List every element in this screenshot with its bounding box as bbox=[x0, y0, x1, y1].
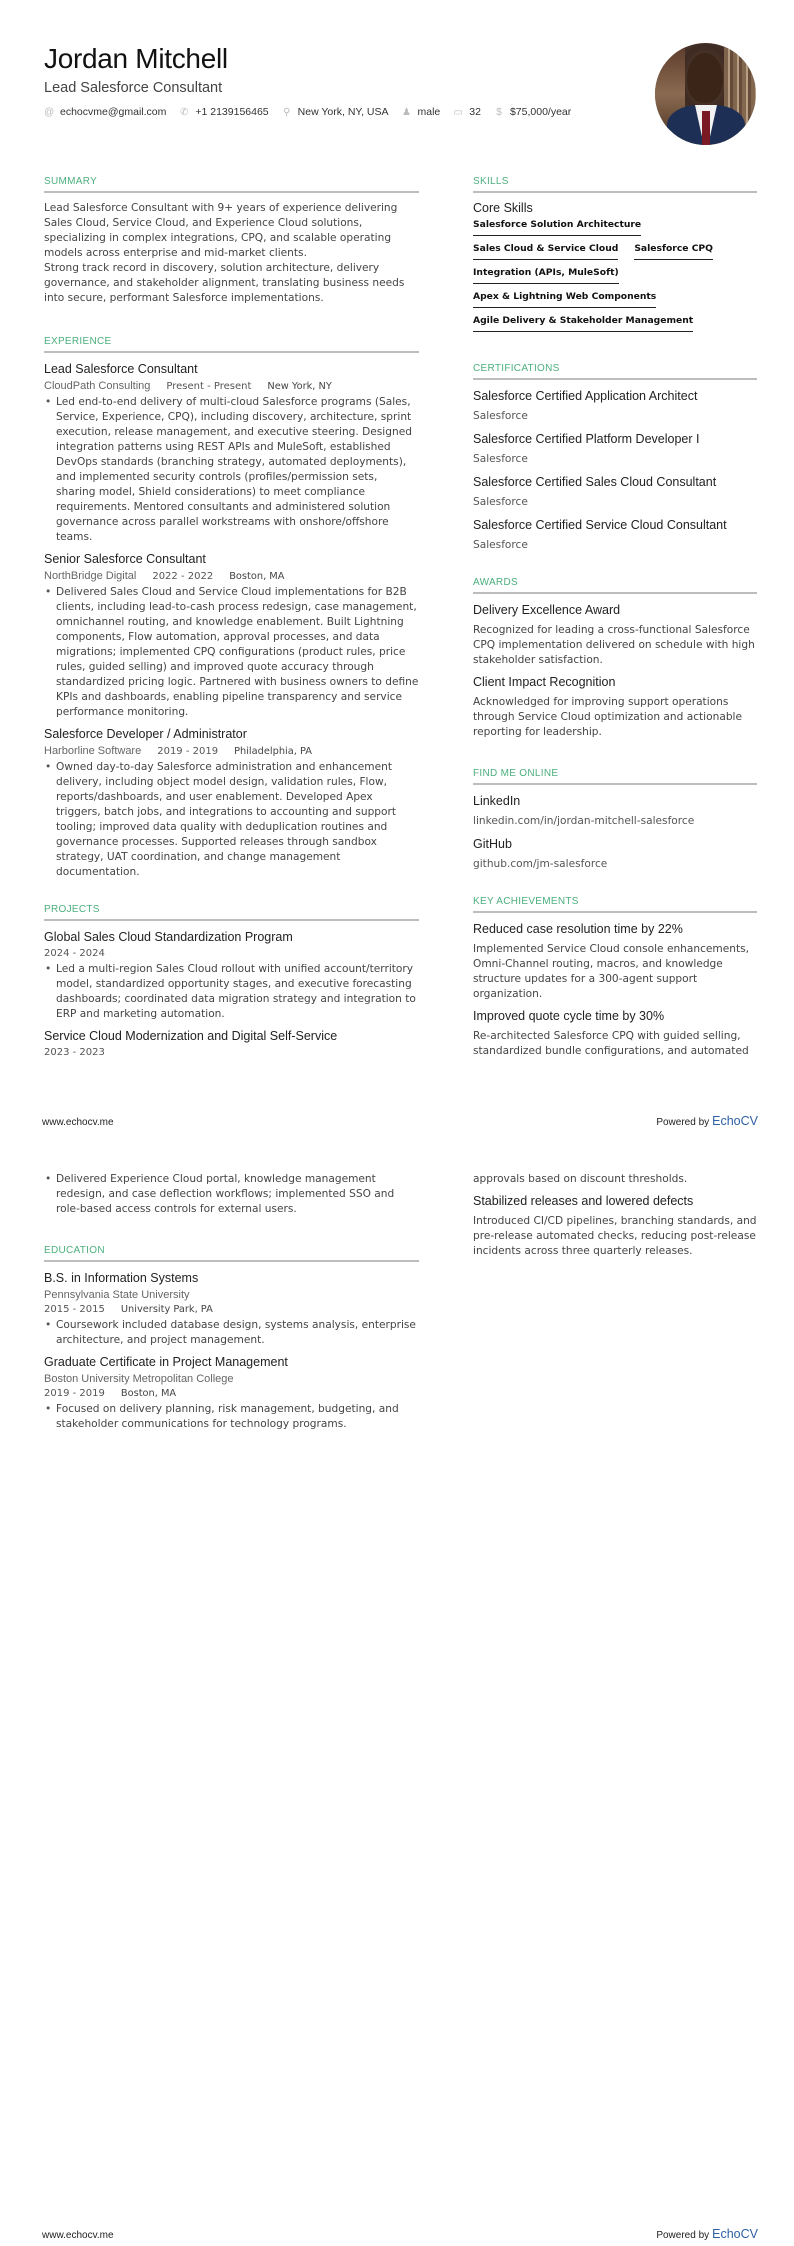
job-dates: 2022 - 2022 bbox=[152, 571, 214, 582]
award-description: Acknowledged for improving support operations through Service Cloud optimization and actionable reporting for leadership. bbox=[473, 696, 743, 738]
left-column bbox=[44, 1172, 419, 1432]
award-title: Delivery Excellence Award bbox=[473, 603, 621, 617]
education-item bbox=[44, 1354, 419, 1432]
skill-tag: Salesforce Solution Architecture bbox=[473, 219, 641, 236]
achievement-description: Re-architected Salesforce CPQ with guided selling, standardized bundle configurations, and automated bbox=[473, 1030, 749, 1057]
brand-logo: EchoCV bbox=[712, 2227, 758, 2241]
school-name: Boston University Metropolitan College bbox=[44, 1373, 234, 1385]
footer-url[interactable]: www.echocv.me bbox=[42, 1117, 114, 1128]
cert-title: Salesforce Certified Sales Cloud Consultant bbox=[473, 475, 717, 489]
certification-item bbox=[473, 431, 757, 467]
cert-title: Salesforce Certified Service Cloud Consultant bbox=[473, 518, 727, 532]
project-bullet: • Led a multi-region Sales Cloud rollout with unified account/territory model, standardized opportunity stages, and executive forecasting dashboards; coordinated data migration strategy and integration to ERP and marketing automation. bbox=[44, 962, 419, 1022]
award-description: Recognized for leading a cross-functional Salesforce CPQ implementation delivered on schedule with high stakeholder satisfaction. bbox=[473, 624, 755, 666]
award-title: Client Impact Recognition bbox=[473, 675, 616, 689]
company-name: CloudPath Consulting bbox=[44, 380, 151, 392]
contact-gender bbox=[402, 106, 441, 118]
skill-tag: Agile Delivery & Stakeholder Management bbox=[473, 315, 693, 332]
online-item bbox=[473, 836, 757, 872]
resume-page-2 bbox=[0, 1123, 794, 2246]
experience-section bbox=[44, 336, 419, 880]
online-label: GitHub bbox=[473, 837, 512, 851]
job-title: Salesforce Developer / Administrator bbox=[44, 727, 247, 741]
achievement-title: Stabilized releases and lowered defects bbox=[473, 1194, 694, 1208]
skills-list bbox=[473, 219, 757, 339]
contact-phone[interactable] bbox=[179, 106, 268, 118]
footer-powered-by bbox=[656, 2227, 758, 2241]
section-heading-achievements: KEY ACHIEVEMENTS bbox=[473, 896, 757, 913]
at-icon: @ bbox=[44, 106, 55, 118]
degree-title: B.S. in Information Systems bbox=[44, 1271, 199, 1285]
section-heading-online: FIND ME ONLINE bbox=[473, 768, 757, 785]
cert-title: Salesforce Certified Platform Developer I bbox=[473, 432, 700, 446]
section-heading-certifications: CERTIFICATIONS bbox=[473, 363, 757, 380]
company-name: Harborline Software bbox=[44, 745, 142, 757]
powered-by-label: Powered by bbox=[656, 1117, 710, 1128]
summary-paragraph: Lead Salesforce Consultant with 9+ years of experience delivering Sales Cloud, Service Cloud, and Experience Cloud solutions, specializing in complex integrations, CPQ, and scalable operating models across enterprise and mid-market clients. bbox=[44, 202, 398, 259]
certifications-section bbox=[473, 363, 757, 553]
award-item bbox=[473, 674, 757, 740]
certification-item bbox=[473, 388, 757, 424]
degree-title: Graduate Certificate in Project Management bbox=[44, 1355, 288, 1369]
contact-row bbox=[44, 106, 604, 118]
skill-tag: Salesforce CPQ bbox=[634, 243, 713, 260]
achievement-description: Introduced CI/CD pipelines, branching standards, and pre-release automated checks, reducing post-release incidents across three quarterly releases. bbox=[473, 1215, 757, 1257]
education-item bbox=[44, 1270, 419, 1348]
project-continued bbox=[44, 1172, 419, 1217]
section-heading-awards: AWARDS bbox=[473, 577, 757, 594]
project-item bbox=[44, 1028, 419, 1058]
github-link[interactable]: github.com/jm-salesforce bbox=[473, 858, 608, 870]
job-dates: Present - Present bbox=[166, 381, 252, 392]
left-column bbox=[44, 176, 419, 1061]
job-location: Boston, MA bbox=[229, 571, 285, 582]
online-item bbox=[473, 793, 757, 829]
education-dates: 2019 - 2019 bbox=[44, 1388, 105, 1399]
experience-item bbox=[44, 361, 419, 545]
page-footer bbox=[42, 2227, 758, 2241]
project-title: Service Cloud Modernization and Digital Self-Service bbox=[44, 1029, 338, 1043]
skills-section bbox=[473, 176, 757, 339]
candidate-title: Lead Salesforce Consultant bbox=[44, 80, 223, 96]
education-section bbox=[44, 1245, 419, 1432]
company-name: NorthBridge Digital bbox=[44, 570, 137, 582]
project-title: Global Sales Cloud Standardization Program bbox=[44, 930, 293, 944]
achievement-title: Improved quote cycle time by 30% bbox=[473, 1009, 665, 1023]
job-title: Senior Salesforce Consultant bbox=[44, 552, 206, 566]
project-item bbox=[44, 929, 419, 1022]
education-location: University Park, PA bbox=[120, 1304, 213, 1315]
cert-issuer: Salesforce bbox=[473, 539, 528, 551]
contact-location bbox=[282, 106, 389, 118]
skill-tag: Apex & Lightning Web Components bbox=[473, 291, 656, 308]
certification-item bbox=[473, 474, 757, 510]
contact-salary bbox=[494, 106, 571, 118]
cert-title: Salesforce Certified Application Architect bbox=[473, 389, 698, 403]
job-location: Philadelphia, PA bbox=[234, 746, 312, 757]
phone-icon: ✆ bbox=[180, 106, 189, 118]
cert-issuer: Salesforce bbox=[473, 410, 528, 422]
education-bullet: • Focused on delivery planning, risk management, budgeting, and stakeholder communications for technology programs. bbox=[44, 1402, 419, 1432]
achievement-item bbox=[473, 1193, 757, 1259]
location-pin-icon: ⚲ bbox=[282, 106, 291, 118]
job-bullet: • Led end-to-end delivery of multi-cloud Salesforce programs (Sales, Service, Experience, CPQ), including discovery, architecture, sprint execution, release management, and executive steering. Designed integration patterns using REST APIs and MuleSoft, established DevOps standards (branching strategy, automated deployments), and implemented security controls (profiles/permission sets, sharing model, Shield considerations) to meet compliance requirements. Mentored consultants and administered solution governance across parallel workstreams with onshore/offshore teams. bbox=[44, 395, 419, 545]
school-name: Pennsylvania State University bbox=[44, 1289, 190, 1301]
job-bullet: • Owned day-to-day Salesforce administration and enhancement delivery, including object model design, validation rules, Flow, reports/dashboards, and user enablement. Developed Apex triggers, batch jobs, and integrations to accounting and support tooling; improved data quality with deduplication routines and governance processes. Supported releases through sandbox strategy, UAT coordination, and change management documentation. bbox=[44, 760, 419, 880]
achievement-description: Implemented Service Cloud console enhancements, Omni-Channel routing, macros, and knowledge structure updates for a 300-agent support organization. bbox=[473, 943, 750, 1000]
achievement-item bbox=[473, 921, 757, 1002]
section-heading-experience: EXPERIENCE bbox=[44, 336, 419, 353]
education-bullet: • Coursework included database design, systems analysis, enterprise architecture, and project management. bbox=[44, 1318, 419, 1348]
job-dates: 2019 - 2019 bbox=[157, 746, 219, 757]
skill-tag: Sales Cloud & Service Cloud bbox=[473, 243, 618, 260]
person-icon: ♟ bbox=[402, 106, 411, 118]
age-value: 32 bbox=[469, 106, 481, 118]
location-value: New York, NY, USA bbox=[297, 106, 389, 118]
dollar-icon: $ bbox=[496, 106, 502, 118]
summary-section bbox=[44, 176, 419, 306]
education-dates: 2015 - 2015 bbox=[44, 1304, 105, 1315]
achievements-section bbox=[473, 896, 757, 1059]
experience-item bbox=[44, 726, 419, 880]
salary-value: $75,000/year bbox=[509, 106, 572, 118]
awards-section bbox=[473, 577, 757, 740]
achievement-title: Reduced case resolution time by 22% bbox=[473, 922, 683, 936]
cert-issuer: Salesforce bbox=[473, 453, 528, 465]
contact-age bbox=[453, 106, 481, 118]
linkedin-link[interactable]: linkedin.com/in/jordan-mitchell-salesforce bbox=[473, 815, 695, 827]
calendar-icon: ▭ bbox=[453, 106, 463, 118]
certification-item bbox=[473, 517, 757, 553]
online-section bbox=[473, 768, 757, 872]
achievement-item bbox=[473, 1008, 757, 1059]
email-value: echocvme@gmail.com bbox=[60, 106, 167, 118]
right-column bbox=[473, 1172, 757, 1259]
projects-section bbox=[44, 904, 419, 1058]
project-bullet: • Delivered Experience Cloud portal, knowledge management redesign, and case deflection workflows; implemented SSO and role-based access controls for external users. bbox=[44, 1172, 419, 1217]
experience-item bbox=[44, 551, 419, 720]
resume-header bbox=[44, 42, 604, 118]
summary-paragraph: Strong track record in discovery, solution architecture, delivery governance, and stakeholder alignment, translating business needs into secure, performant Salesforce implementations. bbox=[44, 262, 405, 304]
skill-tag: Integration (APIs, MuleSoft) bbox=[473, 267, 619, 284]
contact-email[interactable] bbox=[44, 106, 166, 118]
brand-logo: EchoCV bbox=[712, 1114, 758, 1128]
footer-url[interactable]: www.echocv.me bbox=[42, 2230, 114, 2241]
job-title: Lead Salesforce Consultant bbox=[44, 362, 198, 376]
job-location: New York, NY bbox=[267, 381, 332, 392]
candidate-name: Jordan Mitchell bbox=[44, 43, 228, 74]
online-label: LinkedIn bbox=[473, 794, 521, 808]
project-dates: 2024 - 2024 bbox=[44, 948, 105, 959]
cert-issuer: Salesforce bbox=[473, 496, 528, 508]
section-heading-education: EDUCATION bbox=[44, 1245, 419, 1262]
skills-group-title: Core Skills bbox=[473, 201, 533, 215]
section-heading-projects: PROJECTS bbox=[44, 904, 419, 921]
section-heading-summary: SUMMARY bbox=[44, 176, 419, 193]
right-column bbox=[473, 176, 757, 1059]
award-item bbox=[473, 602, 757, 668]
section-heading-skills: SKILLS bbox=[473, 176, 757, 193]
profile-photo bbox=[655, 43, 756, 145]
gender-value: male bbox=[417, 106, 441, 118]
job-bullet: • Delivered Sales Cloud and Service Cloud implementations for B2B clients, including lead-to-cash process redesign, case management, omnichannel routing, and knowledge enablement. Built Lightning components, Flow automation, approval processes, and data migrations; implemented CPQ configurations (product rules, price rules, guided selling) and improved quote accuracy through standardized pricing logic. Partnered with business owners to define KPIs and dashboards, enabling pipeline transparency and service performance monitoring. bbox=[44, 585, 419, 720]
project-dates: 2023 - 2023 bbox=[44, 1047, 105, 1058]
powered-by-label: Powered by bbox=[656, 2230, 710, 2241]
achievement-description-continued: approvals based on discount thresholds. bbox=[473, 1173, 688, 1185]
phone-value: +1 2139156465 bbox=[195, 106, 269, 118]
education-location: Boston, MA bbox=[120, 1388, 177, 1399]
